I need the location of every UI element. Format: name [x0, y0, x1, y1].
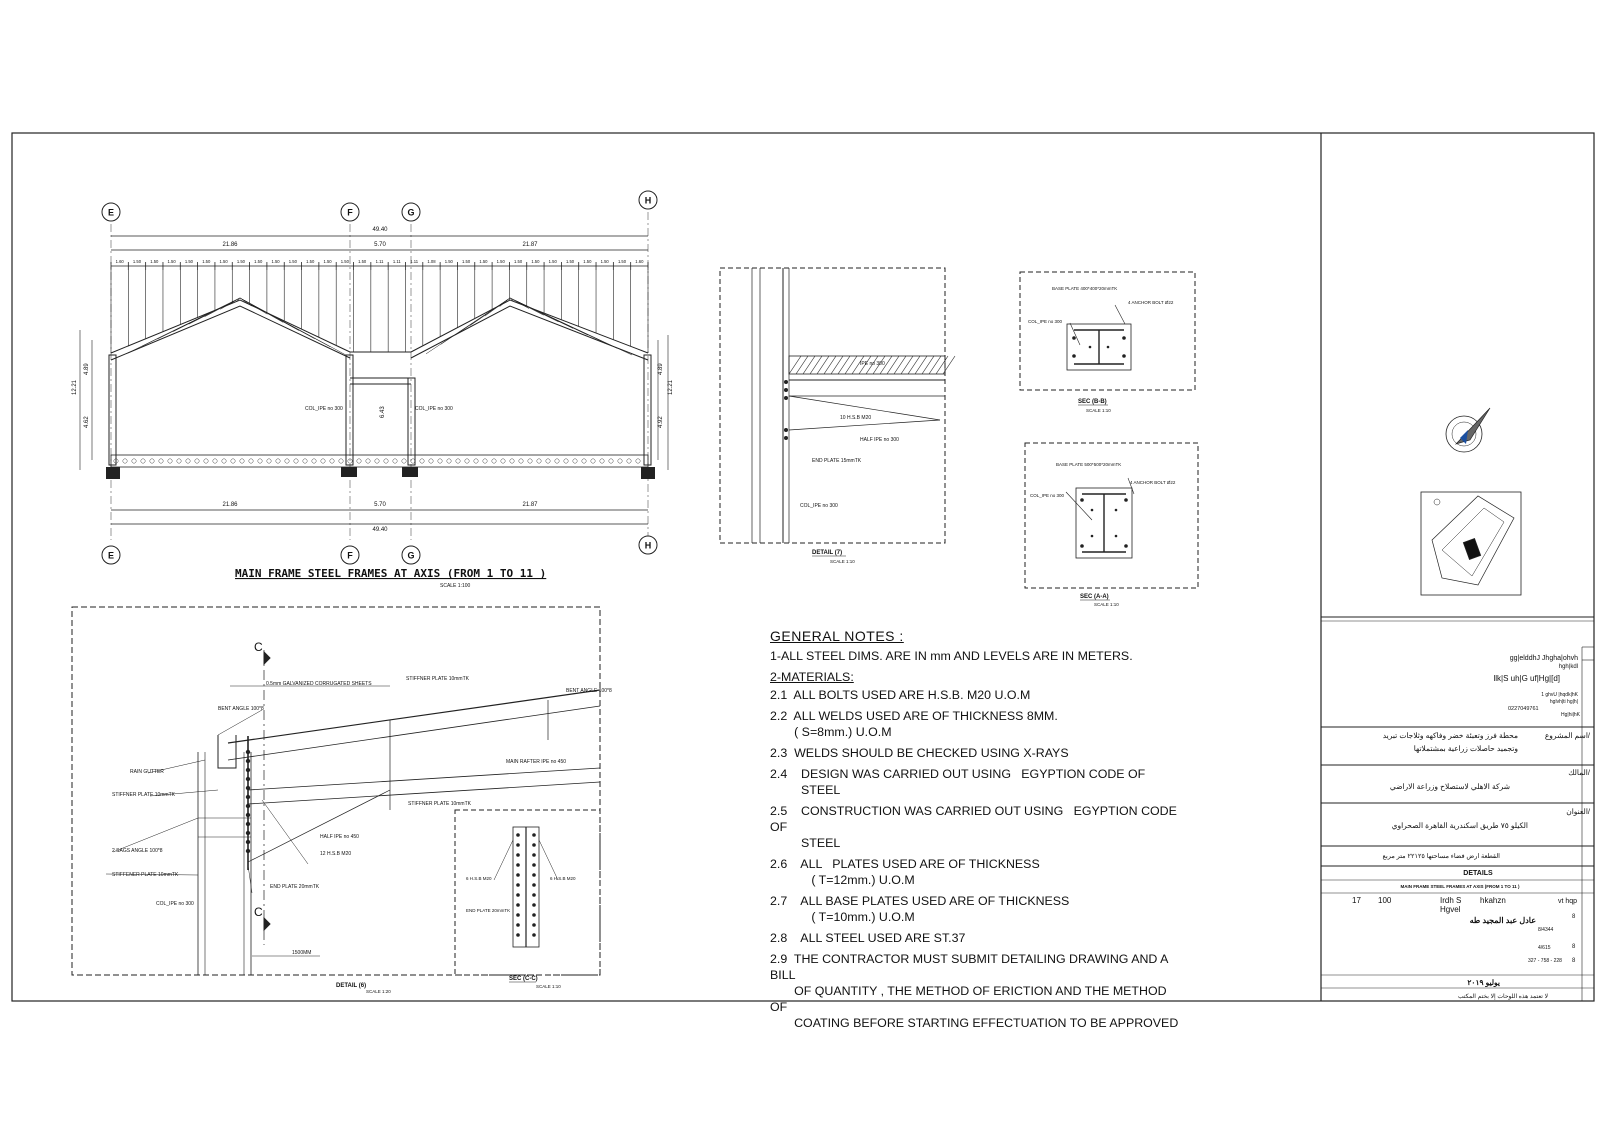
floor-hatch-mark	[366, 459, 370, 463]
slab-hatch	[810, 356, 822, 374]
d7-label-2: 10 H.S.B M20	[840, 415, 872, 421]
bottom-span-dim-2: 5.70	[374, 502, 386, 508]
d6-stiff-2: STIFFENER PLATE 10mmTK	[112, 872, 179, 878]
floor-hatch-mark	[339, 459, 343, 463]
d6-stiff-1: STIFFNER PLATE 10mmTK	[406, 676, 469, 682]
floor-hatch-mark	[159, 459, 163, 463]
secc-bolts-r: 6 H.S.B M20	[550, 876, 576, 881]
bolt	[516, 923, 520, 927]
note-item: 2.4 DESIGN WAS CARRIED OUT USING EGYPTION CODE OF STEEL	[770, 767, 1146, 797]
d6-gutter: RAIN GUTTER	[130, 769, 164, 775]
grid-bubble-label: F	[347, 207, 353, 218]
area-text: القطعة ارض فضاء مساحتها ٢٢١٢٥ متر مربع	[1382, 853, 1500, 860]
reg-1: 8/4344	[1538, 927, 1554, 933]
note-item: 2.3 WELDS SHOULD BE CHECKED USING X-RAYS	[770, 746, 1069, 760]
sub-dim-label: 1.60	[115, 259, 124, 264]
sec-a-scale: SCALE 1:10	[1094, 602, 1119, 607]
bolt	[516, 913, 520, 917]
d6-stiff-3: STIFFNER PLATE 10mmTK	[408, 801, 471, 807]
detail-7	[720, 268, 955, 556]
mid-height: 6.43	[380, 406, 386, 418]
slab-hatch	[908, 356, 920, 374]
garbled-c: hkahzn	[1480, 896, 1506, 905]
floor-hatch-mark	[501, 459, 505, 463]
bolt	[516, 853, 520, 857]
detail-6-text	[112, 640, 612, 994]
disclaimer: لا تعتمد هذه اللوحات إلا بختم المكتب	[1457, 994, 1548, 1000]
garbled-d: vt hqp	[1558, 898, 1578, 905]
secc-bolts-l: 6 H.S.B M20	[466, 876, 492, 881]
office-line-2: hgh|kdl	[1558, 664, 1578, 670]
sub-dim-label: 1.50	[496, 259, 505, 264]
d7-label-3: HALF IPE no 300	[860, 437, 899, 443]
floor-hatch-mark	[267, 459, 271, 463]
bolt	[516, 863, 520, 867]
office-line-1: gg|elddhJ Jhgha|ohvh	[1509, 655, 1578, 662]
drawing-title: MAIN FRAME STEEL FRAMES AT AXIS (FROM 1 TO 11 )	[1400, 884, 1520, 889]
owner-label: المالك/	[1568, 768, 1590, 777]
floor-hatch-mark	[420, 459, 424, 463]
floor-hatch-mark	[186, 459, 190, 463]
engineer-name: عادل عبد المجيد طه	[1469, 916, 1536, 925]
bolt	[532, 863, 536, 867]
num-8a: 8	[1572, 914, 1576, 920]
bolt	[246, 777, 250, 781]
purlin-ticks	[111, 270, 648, 353]
floor-hatch-mark	[528, 459, 532, 463]
slab-hatch	[838, 356, 850, 374]
bottom-overall-dim: 49.40	[372, 527, 388, 533]
sub-dim-label: 1.50	[583, 259, 592, 264]
note-item: 2-MATERIALS:	[770, 670, 854, 684]
span-dim-1: 21.86	[222, 242, 238, 248]
bolt	[516, 903, 520, 907]
note-item: 2.1 ALL BOLTS USED ARE H.S.B. M20 U.O.M	[770, 688, 1031, 702]
owner-text: شركة الاهلي لاستصلاح وزراعة الاراضي	[1389, 782, 1510, 791]
phone-2: hglvh|ti hg|h|	[1549, 699, 1578, 705]
bolt	[516, 933, 520, 937]
floor-hatch-mark	[384, 459, 388, 463]
floor-hatch-mark	[519, 459, 523, 463]
d6-end-plate: END PLATE 20mmTK	[270, 884, 320, 890]
floor-hatch-mark	[393, 459, 397, 463]
slab-hatch	[824, 356, 836, 374]
span-dim-2: 5.70	[374, 242, 386, 248]
sec-a-a-text	[1030, 462, 1176, 607]
bolt	[246, 768, 250, 772]
slab-hatch	[901, 356, 913, 374]
slab-hatch	[831, 356, 843, 374]
floor-hatch-mark	[177, 459, 181, 463]
left-height-2: 4.89	[84, 363, 90, 375]
sec-b-scale: SCALE 1:10	[1086, 408, 1111, 413]
floor-hatch-mark	[258, 459, 262, 463]
sec-b-b	[1020, 272, 1195, 405]
floor-hatch-mark	[123, 459, 127, 463]
bolt	[516, 843, 520, 847]
grid-bubble-label: G	[407, 207, 415, 218]
floor-hatch-mark	[285, 459, 289, 463]
project-text-2: وتجميد حاصلات زراعية بمشتملاتها	[1413, 744, 1518, 753]
note-item: 2.8 ALL STEEL USED ARE ST.37	[770, 931, 966, 945]
floor-hatch-mark	[591, 459, 595, 463]
sub-dim-label: 1.50	[184, 259, 194, 264]
floor-hatch-mark	[276, 459, 280, 463]
overall-dim-text: 49.40	[372, 227, 388, 233]
floor-hatch-mark	[582, 459, 586, 463]
d6-title: DETAIL (6)	[336, 983, 367, 989]
bolt	[246, 831, 250, 835]
floor-hatch-mark	[438, 459, 442, 463]
floor-hatch-mark	[330, 459, 334, 463]
reg-2: 4/615	[1538, 945, 1551, 951]
slab-hatch	[845, 356, 857, 374]
note-item: 2.9 THE CONTRACTOR MUST SUBMIT DETAILING DRAWING AND A BILL OF QUANTITY , THE METHOD OF ERICTION AND THE METHOD OF COATING BEFORE STARTING EFFECTUATION TO BE APPROVED	[770, 952, 1179, 1030]
floor-hatch-mark	[627, 459, 631, 463]
bolt	[532, 883, 536, 887]
sub-dim-label: 1.50	[323, 259, 332, 264]
col-label-right: COL_IPE no 300	[415, 406, 453, 412]
sheet-no: 17	[1352, 896, 1361, 905]
sub-dim-label: 1.50	[219, 259, 228, 264]
grid-bubble-label: F	[347, 550, 353, 561]
floor-hatch-mark	[483, 459, 487, 463]
sub-dim-label: 1.50	[617, 259, 627, 264]
d7-title: DETAIL (7)	[812, 550, 843, 556]
sub-dim-label: 1.50	[514, 259, 523, 264]
bolt	[532, 843, 536, 847]
garbled-a: Irdh S	[1440, 896, 1462, 905]
sub-dim-label: 1.50	[132, 259, 142, 264]
floor-hatch-mark	[231, 459, 235, 463]
reg-3: 327 - 758 - 228	[1528, 958, 1562, 964]
slab-hatch	[796, 356, 808, 374]
level-marks	[80, 330, 668, 470]
d6-bent-r: BENT ANGLE 100*8	[566, 688, 612, 694]
floor-hatch-mark	[429, 459, 433, 463]
sub-dim-label: 1.50	[202, 259, 211, 264]
project-label: اسم المشروع/	[1544, 731, 1590, 740]
frame-text	[72, 227, 674, 589]
truss-member	[485, 298, 510, 316]
bottom-span-dim-1: 21.86	[222, 502, 238, 508]
secc-scale: SCALE 1:10	[536, 984, 561, 989]
sub-dim-label: 1.50	[548, 259, 557, 264]
sub-dim-label: 1.50	[565, 259, 575, 264]
right-height-1: 12.21	[668, 379, 674, 395]
sub-dim-label: 1.11	[392, 259, 401, 264]
bolt	[246, 804, 250, 808]
note-item: 2.7 ALL BASE PLATES USED ARE OF THICKNESS ( T=10mm.) U.O.M	[770, 894, 1070, 924]
sub-dim-label: 1.11	[410, 259, 419, 264]
notes-title: GENERAL NOTES :	[770, 628, 904, 644]
d6-sheets: 0.5mm GALVANIZED CORRUGATED SHEETS	[266, 681, 372, 687]
right-height-2: 4.89	[658, 363, 664, 375]
bolt	[532, 913, 536, 917]
floor-hatch-mark	[456, 459, 460, 463]
bolt	[246, 759, 250, 763]
right-height-3: 4.92	[658, 416, 664, 428]
address-text: الكيلو ٧٥ طريق اسكندرية القاهرة الصحراوي	[1391, 821, 1528, 830]
grid-bubble-label: H	[644, 195, 652, 206]
sub-dim-label: 1.50	[531, 259, 540, 264]
floor-hatch-mark	[600, 459, 604, 463]
slab-hatch	[936, 356, 948, 374]
sec-b-b-text	[1028, 286, 1174, 413]
grid-bubble-label: G	[407, 550, 415, 561]
d6-dim: 1500MM	[292, 950, 312, 956]
site-plan-thumbnail	[1421, 492, 1521, 595]
num-8c: 8	[1572, 958, 1576, 964]
detail-7-text	[800, 361, 899, 564]
d7-label-5: COL_IPE no 300	[800, 503, 838, 509]
sub-dim-label: 1.50	[236, 259, 245, 264]
truss-member	[500, 298, 510, 307]
floor-hatch-mark	[447, 459, 451, 463]
floor-hatch-mark	[213, 459, 217, 463]
bolt	[516, 833, 520, 837]
bottom-span-dim-3: 21.87	[522, 502, 538, 508]
bolt	[532, 923, 536, 927]
sub-dim-label: 1.50	[479, 259, 488, 264]
sub-dim-label: 1.50	[150, 259, 159, 264]
sub-dim-label: 1.50	[288, 259, 297, 264]
sec-a-anchor: 4 ANCHOR BOLT Ø22	[1130, 480, 1176, 485]
address-label: العنوان/	[1566, 807, 1590, 816]
floor-hatch-mark	[321, 459, 325, 463]
span-dim-3: 21.87	[522, 242, 538, 248]
note-item: 2.6 ALL PLATES USED ARE OF THICKNESS ( T=12mm.) U.O.M	[770, 857, 1040, 887]
sec-a-col: COL_IPE no 300	[1030, 493, 1065, 498]
left-height-3: 4.62	[84, 416, 90, 428]
d6-scale: SCALE 1:20	[366, 989, 391, 994]
bolt	[516, 873, 520, 877]
notes-list	[770, 648, 1180, 1031]
bolt	[246, 795, 250, 799]
floor-hatch-mark	[195, 459, 199, 463]
slab-hatch	[915, 356, 927, 374]
bolt	[532, 893, 536, 897]
sub-dim-label: 1.50	[271, 259, 280, 264]
sub-dim-label: 1.50	[600, 259, 609, 264]
frame-scale: SCALE 1:100	[440, 583, 471, 589]
bolt	[246, 849, 250, 853]
sub-dim-label: 1.50	[167, 259, 176, 264]
sub-dim-label: 1.50	[340, 259, 349, 264]
secc-title: SEC (C-C)	[509, 976, 538, 982]
sub-dim-label: 1.08	[427, 259, 436, 264]
d6-col: COL_IPE no 300	[156, 901, 194, 907]
bolt	[516, 893, 520, 897]
sec-b-base-plate: BASE PLATE 400*400*20mmTK	[1052, 286, 1118, 291]
left-height-1: 12.21	[72, 379, 78, 395]
sub-dim-label: 1.50	[306, 259, 315, 264]
project-text-1: محطة فرز وتعبئة خضر وفاكهه وثلاجات تبريد	[1382, 731, 1518, 740]
floor-hatch-mark	[555, 459, 559, 463]
floor-hatch-mark	[492, 459, 496, 463]
floor-hatch-mark	[303, 459, 307, 463]
d6-cut-top: C	[254, 640, 263, 654]
sub-dim-label: 1.50	[444, 259, 453, 264]
d6-rafter: MAIN RAFTER IPE no 450	[506, 759, 567, 765]
floor-hatch-mark	[573, 459, 577, 463]
floor-hatch	[114, 459, 640, 463]
floor-hatch-mark	[294, 459, 298, 463]
sec-b-col: COL_IPE no 300	[1028, 319, 1063, 324]
sec-b-title: SEC (B-B)	[1078, 399, 1107, 405]
slab-hatch	[894, 356, 906, 374]
floor-hatch-mark	[168, 459, 172, 463]
sec-a-title: SEC (A-A)	[1080, 594, 1109, 600]
d7-scale: SCALE 1:10	[830, 559, 855, 564]
sub-dim-label: 1.50	[254, 259, 263, 264]
floor-hatch-mark	[312, 459, 316, 463]
d6-cut-bottom: C	[254, 905, 263, 919]
bolt	[532, 853, 536, 857]
bolt	[516, 883, 520, 887]
floor-slab	[111, 455, 648, 467]
floor-hatch-mark	[357, 459, 361, 463]
floor-hatch-mark	[618, 459, 622, 463]
truss-member	[240, 298, 346, 355]
bolt	[532, 873, 536, 877]
rafters	[111, 300, 648, 360]
floor-hatch-mark	[465, 459, 469, 463]
note-item: 2.5 CONSTRUCTION WAS CARRIED OUT USING EGYPTION CODE OF STEEL	[770, 804, 1177, 850]
d6-bolts: 12 H.S.B M20	[320, 851, 352, 857]
d6-stiff-plate: STIFFNER PLATE 10mmTK	[112, 792, 175, 798]
d7-label-4: END PLATE 15mmTK	[812, 458, 862, 464]
bolt	[532, 933, 536, 937]
phone-3: 0227049761	[1508, 706, 1539, 712]
col-label-left: COL_IPE no 300	[305, 406, 343, 412]
floor-hatch-mark	[564, 459, 568, 463]
grid-bubble-label: E	[107, 207, 115, 218]
bolt	[246, 822, 250, 826]
truss-member	[510, 298, 632, 355]
phone-1: 1 ghvU |hqdk|hK	[1541, 692, 1578, 698]
note-item: 2.2 ALL WELDS USED ARE OF THICKNESS 8MM. ( S=8mm.) U.O.M	[770, 709, 1058, 739]
floor-hatch-mark	[510, 459, 514, 463]
slab-hatch	[887, 356, 899, 374]
truss-fans	[126, 298, 632, 355]
floor-hatch-mark	[240, 459, 244, 463]
bolt	[532, 833, 536, 837]
garbled-b: Hgvel	[1440, 905, 1461, 914]
slab-hatch	[789, 356, 801, 374]
sec-a-base-plate: BASE PLATE 500*500*20mmTK	[1056, 462, 1122, 467]
floor-hatch-mark	[141, 459, 145, 463]
d6-half-ipe: HALF IPE no 450	[320, 834, 359, 840]
d7-label-1: IPE no 300	[860, 361, 885, 367]
floor-hatch-mark	[132, 459, 136, 463]
frame-title: MAIN FRAME STEEL FRAMES AT AXIS (FROM 1 TO 11 )	[235, 567, 547, 580]
footings	[106, 467, 655, 479]
floor-hatch-mark	[222, 459, 226, 463]
sub-dim-label: 1.50	[462, 259, 471, 264]
date: يوليو ٢٠١٩	[1467, 978, 1500, 987]
floor-hatch-mark	[249, 459, 253, 463]
bolt	[246, 813, 250, 817]
sub-dim-label: 1.50	[358, 259, 367, 264]
slab-hatch	[922, 356, 934, 374]
sec-b-anchor: 4 ANCHOR BOLT Ø22	[1128, 300, 1174, 305]
floor-hatch-mark	[402, 459, 406, 463]
bolt	[246, 750, 250, 754]
details-label: DETAILS	[1463, 870, 1493, 877]
scale-no: 100	[1378, 896, 1392, 905]
floor-hatch-mark	[375, 459, 379, 463]
title-block-text	[1352, 655, 1591, 1000]
note-item: 1-ALL STEEL DIMS. ARE IN mm AND LEVELS ARE IN METERS.	[770, 649, 1133, 663]
phone-4: Hg|hi|hK	[1561, 712, 1580, 718]
grid-bubble-label: E	[107, 550, 115, 561]
floor-hatch-mark	[474, 459, 478, 463]
sub-dim-label: 1.60	[635, 259, 644, 264]
secc-plate: END PLATE 20mmTK	[466, 908, 511, 913]
floor-hatch-mark	[150, 459, 154, 463]
floor-hatch-mark	[609, 459, 613, 463]
slab-hatch	[817, 356, 829, 374]
floor-hatch-mark	[537, 459, 541, 463]
d6-sags: 2 SAGS ANGLE 100*8	[112, 848, 163, 854]
grid-bubble-label: H	[644, 540, 652, 551]
floor-hatch-mark	[636, 459, 640, 463]
slab-hatch	[803, 356, 815, 374]
general-notes	[770, 628, 1180, 1036]
bolt	[246, 840, 250, 844]
bolt	[532, 903, 536, 907]
floor-hatch-mark	[546, 459, 550, 463]
bolt	[246, 786, 250, 790]
floor-hatch-mark	[204, 459, 208, 463]
office-line-3: llk|S uh|G uf|Hg|[d]	[1493, 674, 1560, 683]
sub-dim-label: 1.11	[375, 259, 384, 264]
d6-bent-l: BENT ANGLE 100*8	[218, 706, 264, 712]
slab-hatch	[929, 356, 941, 374]
north-arrow-icon	[1446, 408, 1490, 452]
num-8b: 8	[1572, 944, 1576, 950]
